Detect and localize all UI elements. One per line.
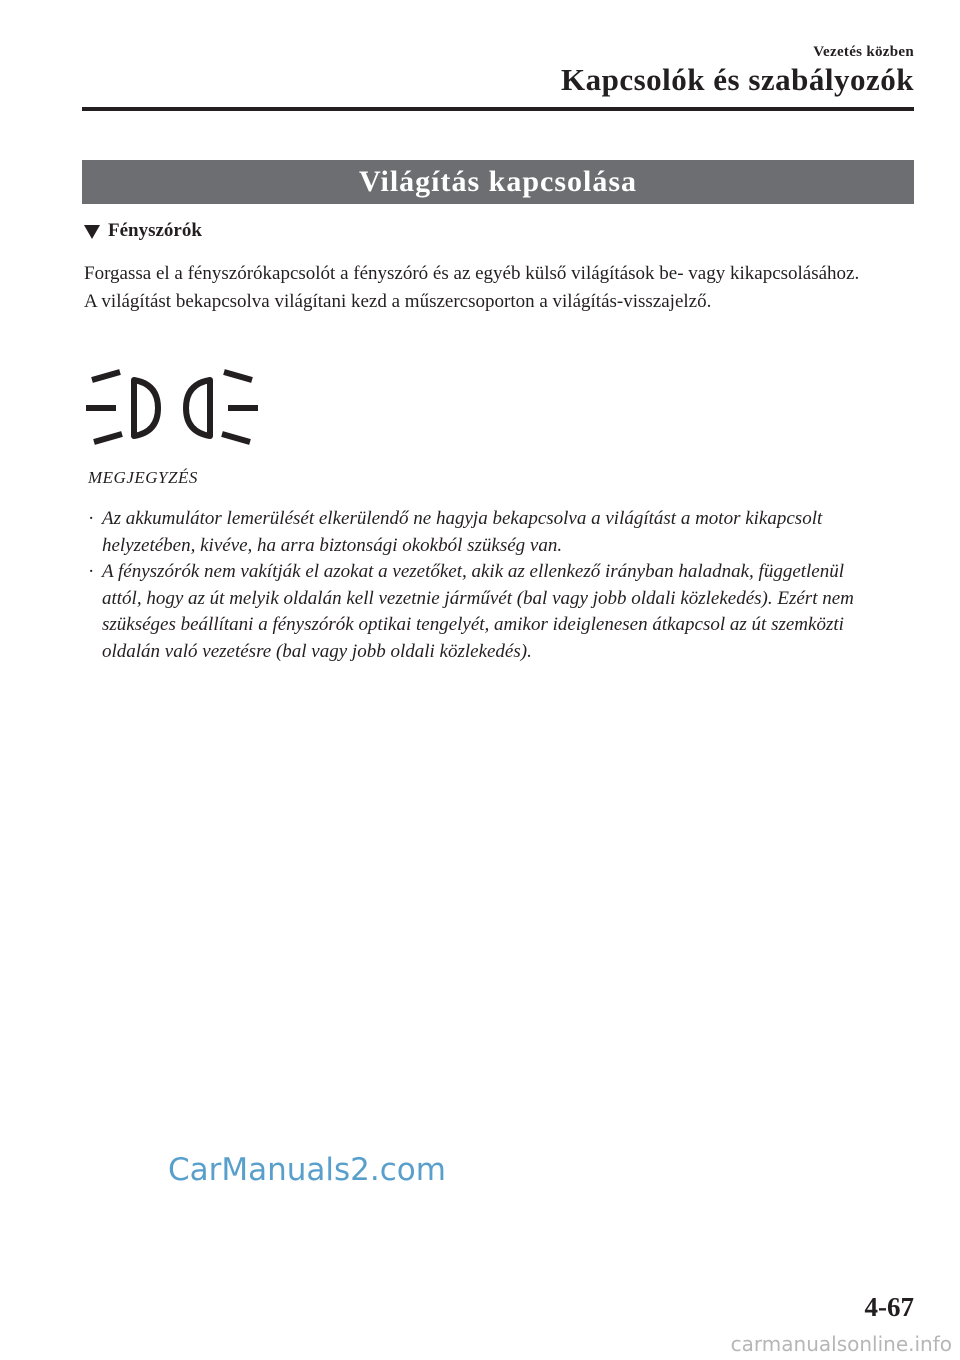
note-text: Az akkumulátor lemerülését elkerülendő ne hagyja bekapcsolva a világítást a motor kikapcsolt helyzetében, kivéve, ha arra biztonsági okokból szükség van. <box>102 508 823 556</box>
header-divider <box>82 107 914 111</box>
body-paragraph: Forgassa el a fényszórókapcsolót a fényszóró és az egyéb külső világítások be- vagy kikapcsolásához. <box>84 263 860 284</box>
note-list <box>86 506 876 665</box>
subsection-title: Fényszórók <box>108 220 202 241</box>
page-section-title: Kapcsolók és szabályozók <box>560 62 914 97</box>
body-text <box>84 260 864 316</box>
footer-watermark: carmanualsonline.info <box>730 1332 952 1356</box>
triangle-marker-icon <box>84 225 100 239</box>
bullet-icon: · <box>88 508 95 529</box>
note-item <box>86 506 876 559</box>
note-text: A fényszórók nem vakítják el azokat a vezetőket, akik az ellenkező irányban haladnak, függetlenül attól, hogy az út melyik oldalán kell vezetnie járművét (bal vagy jobb oldali közlekedés). Ezért nem szükséges beállítani a fényszórók optikai tengelyét, amikor ideiglenesen átkapcsol az út szemközti oldalán való vezetésre (bal vagy jobb oldali közlekedés). <box>102 561 854 662</box>
watermark: CarManuals2.com <box>168 1152 446 1188</box>
headlight-indicator-icon <box>84 366 260 450</box>
note-title: MEGJEGYZÉS <box>88 468 198 487</box>
subsection-heading <box>84 220 202 242</box>
page-number: 4-67 <box>864 1292 914 1322</box>
note-item <box>86 559 876 665</box>
chapter-label: Vezetés közben <box>813 44 914 60</box>
bullet-icon: · <box>88 561 95 582</box>
body-paragraph: A világítást bekapcsolva világítani kezd a műszercsoporton a világítás-visszajelző. <box>84 291 712 312</box>
section-title-bar <box>82 160 914 204</box>
section-title: Világítás kapcsolása <box>358 165 638 198</box>
